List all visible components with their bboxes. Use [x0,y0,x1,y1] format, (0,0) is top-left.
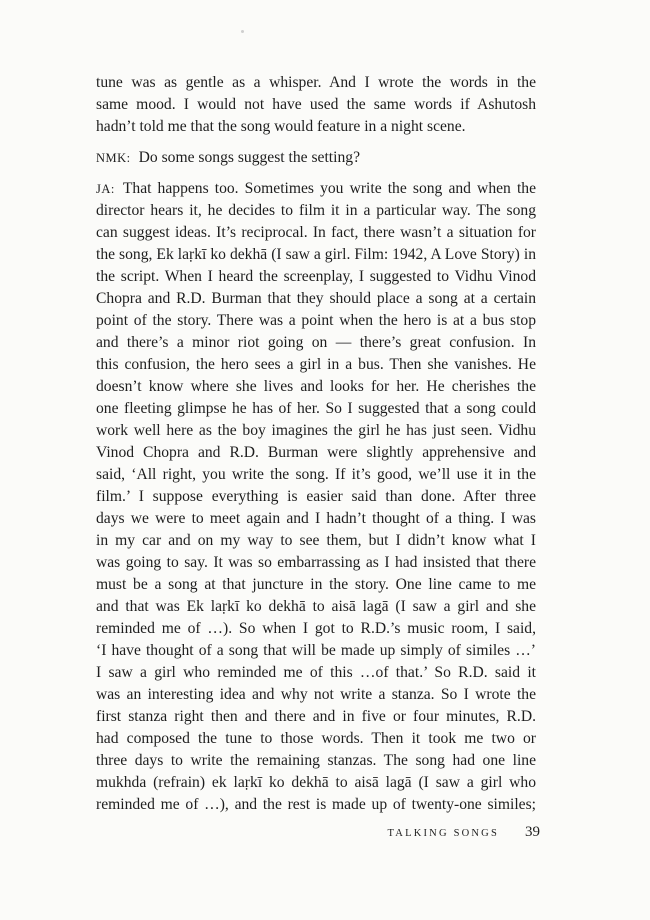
text-line [96,178,536,200]
text-line: Vinod Chopra and R.D. Burman were slightly apprehensive and [96,444,536,461]
text-line: point of the story. There was a point when the hero is at a bus stop [96,312,536,329]
text-line: work well here as the boy imagines the girl he has just seen. Vidhu [96,422,536,439]
text-line: one fleeting glimpse he has of her. So I suggested that a song could [96,400,536,417]
text-line: Chopra and R.D. Burman that they should place a song at a certain [96,290,536,307]
paragraph-answer [96,178,536,816]
page-number: 39 [525,824,540,840]
text-line: hadn’t told me that the song would feature in a night scene. [96,118,466,135]
text-line: the song, Ek laṛkī ko dekhā (I saw a girl. Film: 1942, A Love Story) in [96,246,536,263]
text-line: and there’s a minor riot going on — there’s great confusion. In [96,334,536,351]
question-text: Do some songs suggest the setting? [138,149,360,166]
text-line: reminded me of …), and the rest is made up of twenty-one similes; [96,796,536,813]
stray-mark [241,30,244,33]
text-line: this confusion, the hero sees a girl in a bus. Then she vanishes. He [96,356,536,373]
text-line [96,147,536,169]
speaker-label: JA: [96,182,115,196]
paragraph-question [96,147,536,169]
text-line: same mood. I would not have used the same words if Ashutosh [96,96,536,113]
text-line: in my car and on my way to see them, but I didn’t know what I [96,532,536,549]
page-body [96,72,536,816]
paragraph-intro [96,72,536,138]
text-line: was going to say. It was so embarrassing as I had insisted that there [96,554,536,571]
speaker-label: NMK: [96,151,131,165]
answer-first-line: That happens too. Sometimes you write the song and when the [122,180,536,197]
text-line: can suggest ideas. It’s reciprocal. In fact, there wasn’t a situation for [96,224,536,241]
text-line: said, ‘All right, you write the song. If it’s good, we’ll use it in the [96,466,536,483]
text-line: tune was as gentle as a whisper. And I wrote the words in the [96,74,536,91]
text-line: I saw a girl who reminded me of this …of that.’ So R.D. said it [96,664,536,681]
text-line: reminded me of …). So when I got to R.D.’s music room, I said, [96,620,536,637]
text-line: ‘I have thought of a song that will be made up simply of similes …’ [96,642,536,659]
text-line: was an interesting idea and why not write a stanza. So I wrote the [96,686,536,703]
text-line: had composed the tune to those words. Then it took me two or [96,730,536,747]
text-line: film.’ I suppose everything is easier said than done. After three [96,488,536,505]
text-line: three days to write the remaining stanzas. The song had one line [96,752,536,769]
text-line: mukhda (refrain) ek laṛkī ko dekhā to aisā lagā (I saw a girl who [96,774,536,791]
text-line: and that was Ek laṛkī ko dekhā to aisā lagā (I saw a girl and she [96,598,536,615]
text-line: must be a song at that juncture in the story. One line came to me [96,576,536,593]
text-line: doesn’t know where she lives and looks for her. He cherishes the [96,378,536,395]
text-line: days we were to meet again and I hadn’t thought of a thing. I was [96,510,536,527]
text-line: first stanza right then and there and in five or four minutes, R.D. [96,708,536,725]
text-line: director hears it, he decides to film it in a particular way. The song [96,202,536,219]
text-line: the script. When I heard the screenplay, I suggested to Vidhu Vinod [96,268,536,285]
page-footer [380,824,540,841]
running-head: TALKING SONGS [387,828,499,839]
